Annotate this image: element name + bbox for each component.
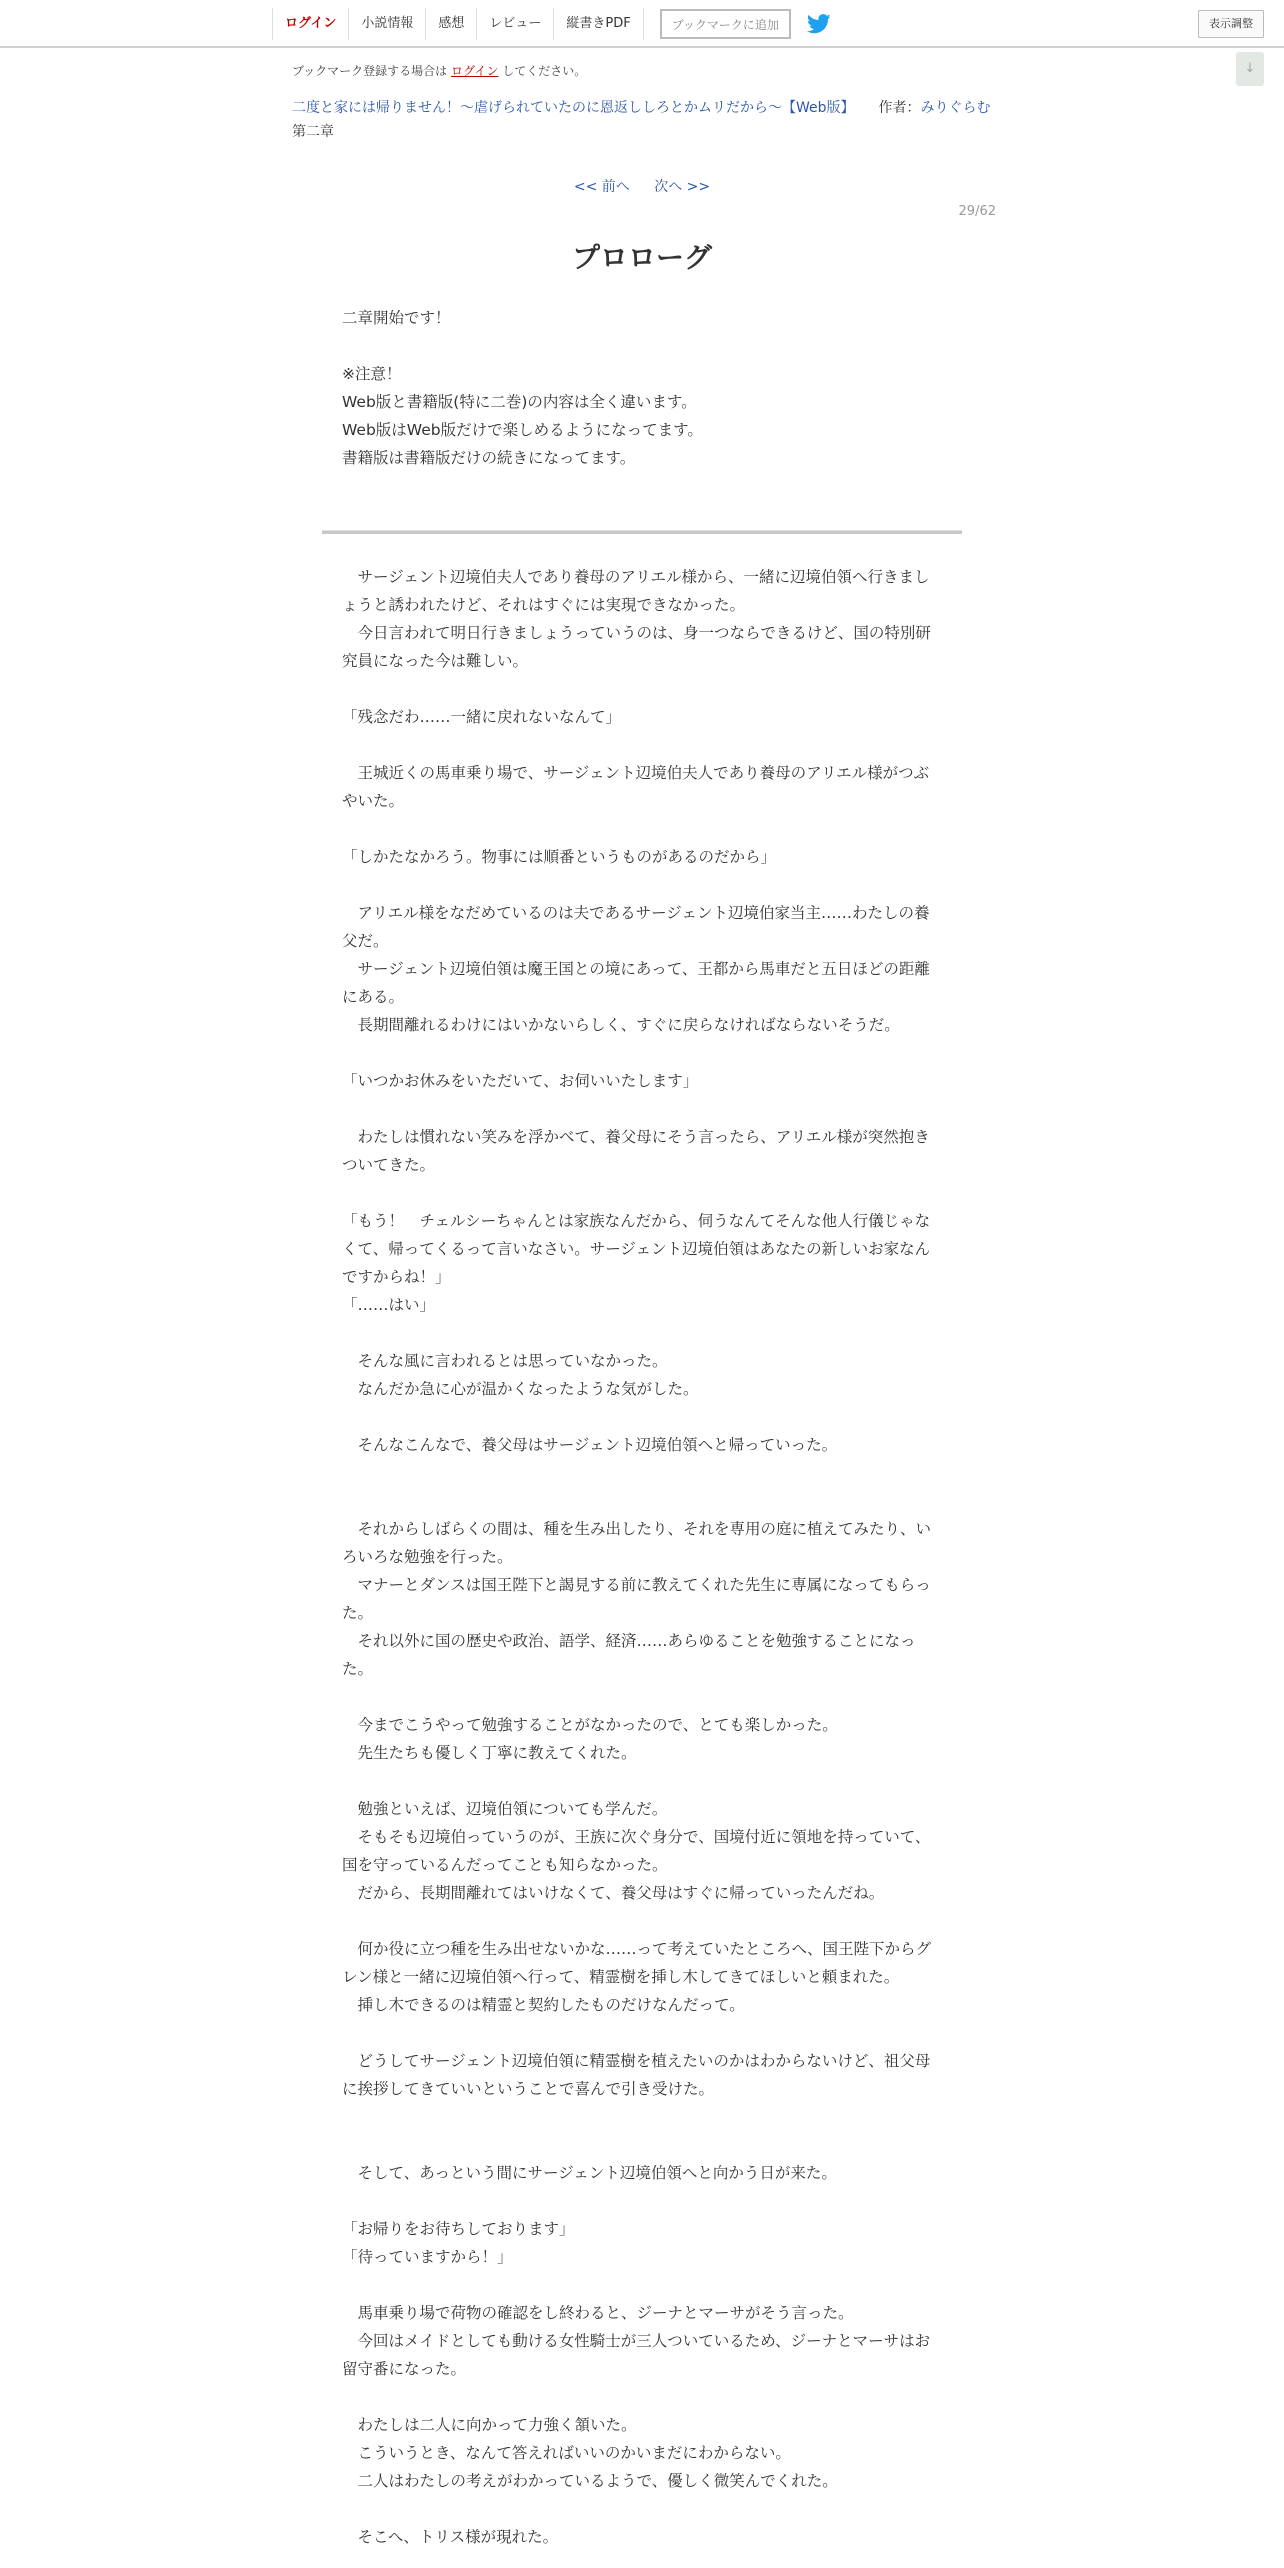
- story-line: [342, 1907, 942, 1935]
- story-line: 先生たちも優しく丁寧に教えてくれた。: [342, 1744, 637, 1762]
- story-line: 何か役に立つ種を生み出せないかな……って考えていたところへ、国王陛下からグレン様と一緒に辺境伯領へ行って、精霊樹を挿し木してきてほしいと頼まれた。: [342, 1940, 932, 1986]
- story-line: 今日言われて明日行きましょうっていうのは、身一つならできるけど、国の特別研究員になった今は難しい。: [342, 624, 931, 670]
- story-line: 「待っていますから！」: [342, 2248, 513, 2266]
- story-line: だから、長期間離れてはいけなくて、養父母はすぐに帰っていったんだね。: [342, 1884, 885, 1902]
- twitter-bird-icon[interactable]: [807, 13, 833, 35]
- story-line: [342, 1767, 942, 1795]
- foreword-line: Web版と書籍版(特に二巻)の内容は全く違います。: [342, 393, 697, 411]
- story-line: なんだか急に心が温かくなったような気がした。: [342, 1380, 699, 1398]
- story-line: [342, 2187, 942, 2215]
- story-line: 「お帰りをお待ちしております」: [342, 2220, 575, 2238]
- story-body: [342, 563, 942, 2551]
- foreword-line: ※注意！: [342, 365, 402, 383]
- notice-login-link[interactable]: ログイン: [451, 64, 499, 78]
- story-line: [342, 731, 942, 759]
- series-header: [292, 97, 1022, 117]
- scroll-down-button[interactable]: ↓: [1236, 52, 1264, 86]
- author-label: 作者：: [878, 100, 921, 116]
- story-line: 今回はメイドとしても動ける女性騎士が三人ついているため、ジーナとマーサはお留守番になった。: [342, 2332, 931, 2378]
- nav-login[interactable]: ログイン: [272, 8, 348, 40]
- story-line: どうしてサージェント辺境伯領に精霊樹を植えたいのかはわからないけど、祖父母に挨拶してきていいということで喜んで引き受けた。: [342, 2052, 931, 2098]
- story-line: 「もう！ チェルシーちゃんとは家族なんだから、伺うなんてそんな他人行儀じゃなくて、帰ってくるって言いなさい。サージェント辺境伯領はあなたの新しいお家なんですからね！」: [342, 1212, 931, 1286]
- story-line: [342, 2103, 942, 2131]
- add-bookmark-button[interactable]: ブックマークに追加: [660, 9, 791, 39]
- main-nav: [272, 8, 833, 40]
- story-line: こういうとき、なんて答えればいいのかいまだにわからない。: [342, 2444, 791, 2462]
- story-line: そして、あっという間にサージェント辺境伯領へと向かう日が来た。: [342, 2164, 837, 2182]
- prev-page-link[interactable]: << 前へ: [573, 179, 630, 195]
- story-line: アリエル様をなだめているのは夫であるサージェント辺境伯家当主……わたしの養父だ。: [342, 904, 930, 950]
- story-line: それ以外に国の歴史や政治、語学、経済……あらゆることを勉強することになった。: [342, 1632, 916, 1678]
- story-line: サージェント辺境伯領は魔王国との境にあって、王都から馬車だと五日ほどの距離にある。: [342, 960, 930, 1006]
- story-line: [342, 871, 942, 899]
- bookmark-notice: [292, 62, 586, 79]
- story-line: そこへ、トリス様が現れた。: [342, 2528, 559, 2546]
- story-line: [342, 2271, 942, 2299]
- chapter-title: 第二章: [292, 124, 334, 140]
- episode-title: プロローグ: [571, 241, 712, 274]
- story-line: 勉強といえば、辺境伯領についても学んだ。: [342, 1800, 668, 1818]
- story-line: [342, 1179, 942, 1207]
- story-line: [342, 1319, 942, 1347]
- story-line: それからしばらくの間は、種を生み出したり、それを専用の庭に植えてみたり、いろいろな勉強を行った。: [342, 1520, 932, 1566]
- nav-impressions[interactable]: 感想: [425, 8, 476, 40]
- series-title-link[interactable]: 二度と家には帰りません！～虐げられていたのに恩返ししろとかムリだから～【Web版】: [292, 100, 855, 116]
- story-line: わたしは慣れない笑みを浮かべて、養父母にそう言ったら、アリエル様が突然抱きついてきた。: [342, 1128, 930, 1174]
- story-line: 「……はい」: [342, 1296, 436, 1314]
- display-settings-button[interactable]: 表示調整: [1198, 10, 1264, 38]
- story-line: 馬車乗り場で荷物の確認をし終わると、ジーナとマーサがそう言った。: [342, 2304, 854, 2322]
- story-line: [342, 1039, 942, 1067]
- story-line: そんなこんなで、養父母はサージェント辺境伯領へと帰っていった。: [342, 1436, 838, 1454]
- next-page-link[interactable]: 次へ >>: [654, 179, 711, 195]
- nav-review[interactable]: レビュー: [476, 8, 553, 40]
- story-line: 「しかたなかろう。物事には順番というものがあるのだから」: [342, 848, 777, 866]
- nav-novel-info[interactable]: 小説情報: [348, 8, 425, 40]
- story-line: 挿し木できるのは精霊と契約したものだけなんだって。: [342, 1996, 745, 2014]
- foreword-section: [342, 304, 942, 472]
- author-link[interactable]: みりぐらむ: [920, 100, 991, 116]
- story-line: [342, 1095, 942, 1123]
- notice-prefix: ブックマーク登録する場合は: [292, 64, 448, 78]
- story-line: 「いつかお休みをいただいて、お伺いいたします」: [342, 1072, 699, 1090]
- story-line: [342, 2131, 942, 2159]
- section-divider: [322, 530, 962, 534]
- nav-vertical-pdf[interactable]: 縦書きPDF: [553, 8, 643, 40]
- story-line: 今までこうやって勉強することがなかったので、とても楽しかった。: [342, 1716, 838, 1734]
- notice-suffix: してください。: [502, 64, 587, 78]
- story-line: [342, 2019, 942, 2047]
- page-count: 29/62: [958, 204, 996, 219]
- foreword-line: 書籍版は書籍版だけの続きになってます。: [342, 449, 636, 467]
- story-line: [342, 1403, 942, 1431]
- story-line: そもそも辺境伯っていうのが、王族に次ぐ身分で、国境付近に領地を持っていて、国を守っているんだってことも知らなかった。: [342, 1828, 931, 1874]
- story-line: サージェント辺境伯夫人であり養母のアリエル様から、一緒に辺境伯領へ行きましょうと誘われたけど、それはすぐには実現できなかった。: [342, 568, 930, 614]
- story-line: [342, 1683, 942, 1711]
- story-line: マナーとダンスは国王陛下と謁見する前に教えてくれた先生に専属になってもらった。: [342, 1576, 931, 1622]
- story-line: そんな風に言われるとは思っていなかった。: [342, 1352, 668, 1370]
- foreword-line: [342, 332, 942, 360]
- story-line: 二人はわたしの考えがわかっているようで、優しく微笑んでくれた。: [342, 2472, 838, 2490]
- story-line: [342, 1487, 942, 1515]
- story-line: [342, 2495, 942, 2523]
- foreword-line: 二章開始です！: [342, 309, 451, 327]
- story-line: 「残念だわ……一緒に戻れないなんて」: [342, 708, 622, 726]
- story-line: [342, 675, 942, 703]
- story-line: わたしは二人に向かって力強く頷いた。: [342, 2416, 637, 2434]
- story-line: 長期間離れるわけにはいかないらしく、すぐに戻らなければならないそうだ。: [342, 1016, 900, 1034]
- story-line: [342, 1459, 942, 1487]
- foreword-line: Web版はWeb版だけで楽しめるようになってます。: [342, 421, 703, 439]
- top-header: [0, 0, 1284, 48]
- story-line: [342, 815, 942, 843]
- story-line: [342, 2383, 942, 2411]
- pager: [0, 176, 1284, 196]
- story-line: 王城近くの馬車乗り場で、サージェント辺境伯夫人であり養母のアリエル様がつぶやいた。: [342, 764, 930, 810]
